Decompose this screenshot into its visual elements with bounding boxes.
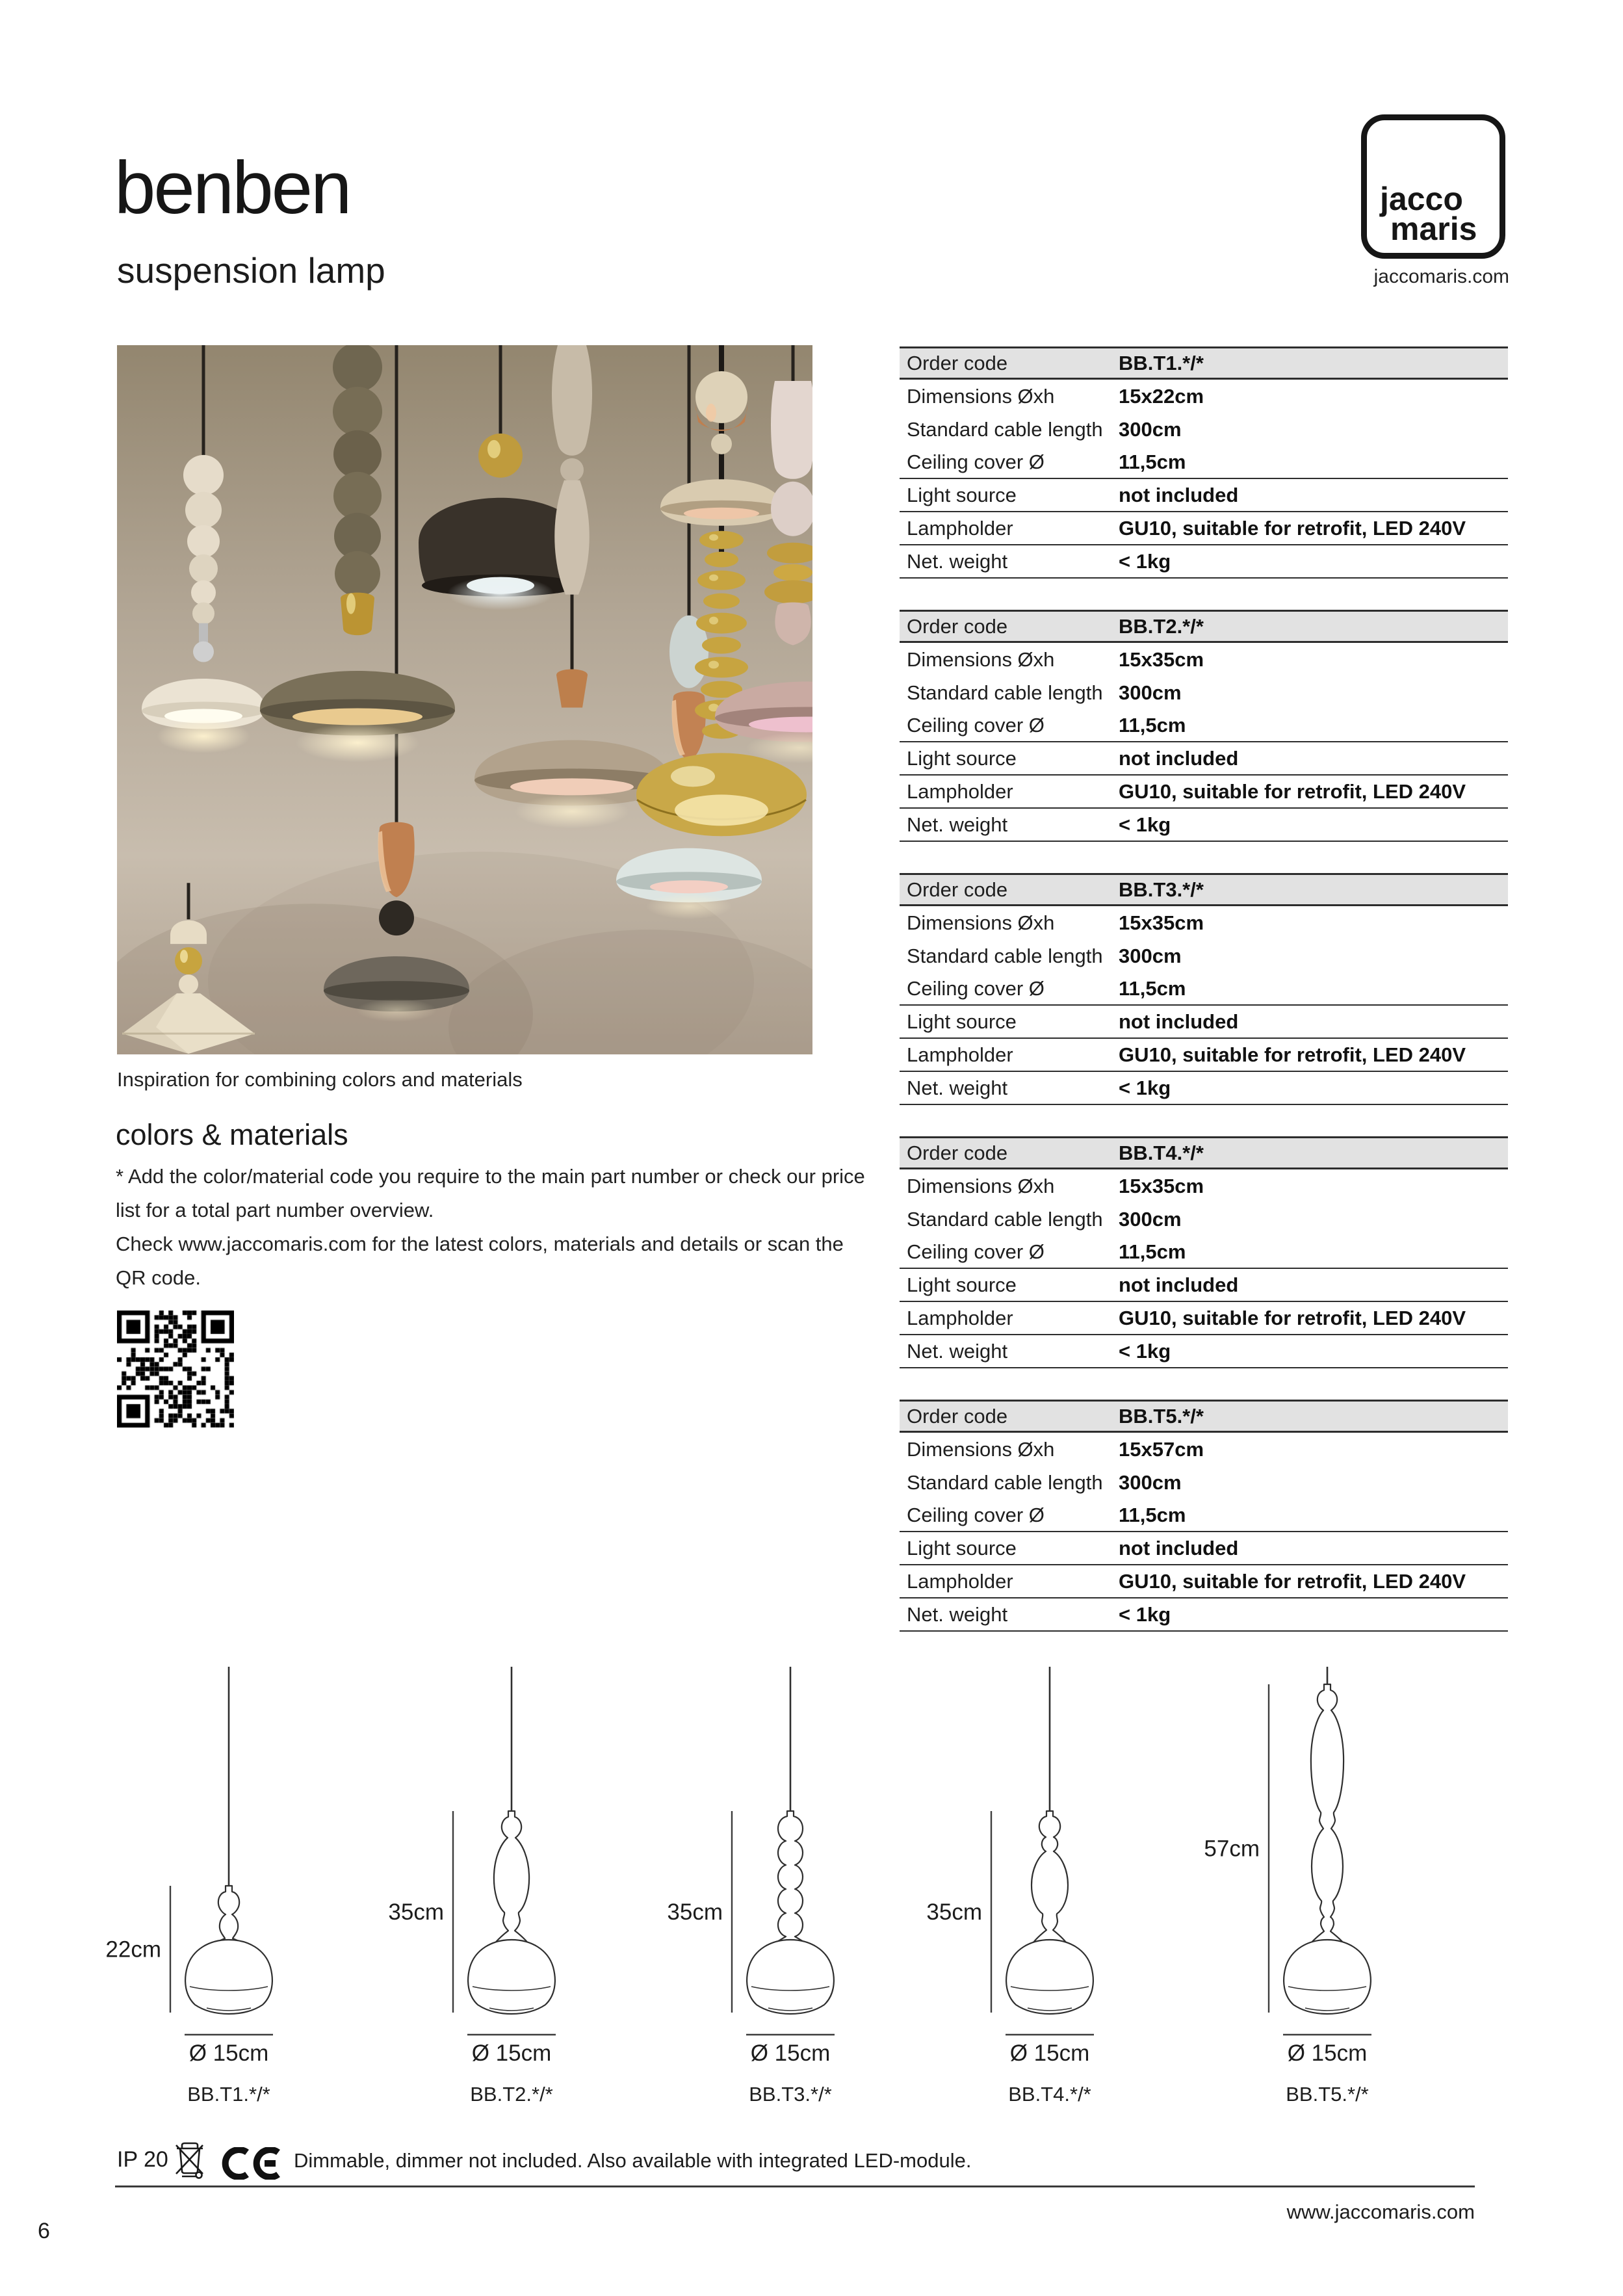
spec-label: Ceiling cover Ø xyxy=(907,1503,1045,1526)
lamp-diagram xyxy=(1204,1662,1451,2124)
spec-table-row xyxy=(900,972,1508,1006)
lamp-diagram xyxy=(667,1662,914,2124)
product-photo xyxy=(117,345,812,1054)
spec-value: not included xyxy=(1119,1273,1239,1296)
spec-label: Light source xyxy=(907,1273,1017,1296)
spec-table-row xyxy=(900,742,1508,776)
spec-table-row xyxy=(900,512,1508,545)
spec-table-header-row xyxy=(900,346,1508,380)
diagram-height-label: 35cm xyxy=(388,1899,444,1925)
spec-label: Lampholder xyxy=(907,516,1013,540)
spec-value: < 1kg xyxy=(1119,1076,1171,1099)
colors-materials-heading: colors & materials xyxy=(116,1118,348,1151)
brand-logo-line2: maris xyxy=(1390,211,1477,247)
spec-table-row xyxy=(900,776,1508,809)
spec-label: Ceiling cover Ø xyxy=(907,450,1045,473)
spec-value: GU10, suitable for retrofit, LED 240V xyxy=(1119,1306,1466,1329)
spec-table-row xyxy=(900,1236,1508,1269)
spec-label: Order code xyxy=(907,878,1008,901)
spec-table xyxy=(900,610,1508,842)
spec-value: < 1kg xyxy=(1119,813,1171,836)
spec-table-row xyxy=(900,1169,1508,1203)
brand-website-link[interactable]: jaccomaris.com xyxy=(1373,266,1509,287)
spec-label: Standard cable length xyxy=(907,1470,1103,1494)
spec-label: Dimensions Øxh xyxy=(907,1174,1055,1197)
colors-materials-note-line2: Check www.jaccomaris.com for the latest colors, materials and details or scan the QR code. xyxy=(116,1233,844,1289)
diagram-lamp-outline xyxy=(1006,1811,1093,2014)
spec-table-row xyxy=(900,1006,1508,1039)
spec-label: Standard cable length xyxy=(907,944,1103,967)
spec-value: BB.T2.*/* xyxy=(1119,614,1204,638)
spec-table-row xyxy=(900,1269,1508,1302)
spec-table-row xyxy=(900,643,1508,676)
diagram-order-code: BB.T2.*/* xyxy=(470,2083,553,2106)
spec-label: Dimensions Øxh xyxy=(907,384,1055,408)
spec-label: Net. weight xyxy=(907,1339,1008,1363)
spec-value: 11,5cm xyxy=(1119,450,1186,473)
spec-table-row xyxy=(900,545,1508,579)
spec-value: 11,5cm xyxy=(1119,976,1186,1000)
spec-value: 15x35cm xyxy=(1119,911,1204,934)
spec-label: Dimensions Øxh xyxy=(907,647,1055,671)
qr-code xyxy=(117,1311,234,1428)
spec-value: 15x35cm xyxy=(1119,1174,1204,1197)
spec-value: not included xyxy=(1119,1536,1239,1559)
spec-value: < 1kg xyxy=(1119,549,1171,573)
spec-table-row xyxy=(900,1433,1508,1466)
spec-label: Lampholder xyxy=(907,1306,1013,1329)
diagram-lamp-outline xyxy=(747,1811,834,2014)
spec-table xyxy=(900,1400,1508,1632)
spec-value: 11,5cm xyxy=(1119,1240,1186,1263)
spec-label: Order code xyxy=(907,1141,1008,1164)
spec-value: GU10, suitable for retrofit, LED 240V xyxy=(1119,516,1466,540)
spec-label: Standard cable length xyxy=(907,681,1103,704)
spec-label: Order code xyxy=(907,351,1008,374)
page-number: 6 xyxy=(38,2219,50,2243)
spec-value: 300cm xyxy=(1119,1470,1182,1494)
spec-table-row xyxy=(900,1499,1508,1532)
spec-table-row xyxy=(900,380,1508,413)
diagram-diameter-label: Ø 15cm xyxy=(750,2041,831,2066)
diagram-diameter-label: Ø 15cm xyxy=(1009,2041,1090,2066)
diagram-diameter-label: Ø 15cm xyxy=(471,2041,552,2066)
spec-table-row xyxy=(900,1335,1508,1368)
spec-value: not included xyxy=(1119,746,1239,770)
spec-label: Standard cable length xyxy=(907,417,1103,441)
spec-table-row xyxy=(900,809,1508,842)
spec-value: BB.T4.*/* xyxy=(1119,1141,1204,1164)
spec-value: 300cm xyxy=(1119,681,1182,704)
brand-logo-line1: jacco xyxy=(1380,181,1463,217)
weee-crossed-bin-icon xyxy=(173,2140,207,2180)
spec-label: Dimensions Øxh xyxy=(907,911,1055,934)
spec-value: BB.T5.*/* xyxy=(1119,1404,1204,1428)
spec-value: 15x35cm xyxy=(1119,647,1204,671)
ip-rating: IP 20 xyxy=(117,2147,168,2172)
spec-label: Ceiling cover Ø xyxy=(907,1240,1045,1263)
spec-label: Ceiling cover Ø xyxy=(907,976,1045,1000)
diagram-lamp-outline xyxy=(1284,1684,1371,2014)
spec-table-row xyxy=(900,676,1508,709)
diagram-height-label: 57cm xyxy=(1204,1836,1260,1862)
spec-value: 11,5cm xyxy=(1119,713,1186,737)
spec-label: Light source xyxy=(907,483,1017,506)
spec-table-row xyxy=(900,1039,1508,1072)
spec-label: Light source xyxy=(907,1536,1017,1559)
photo-caption: Inspiration for combining colors and materials xyxy=(117,1068,523,1091)
diagram-height-label: 22cm xyxy=(105,1937,161,1963)
spec-table-row xyxy=(900,1565,1508,1598)
spec-value: not included xyxy=(1119,1010,1239,1033)
footer-divider xyxy=(115,2185,1475,2187)
spec-label: Net. weight xyxy=(907,549,1008,573)
spec-table-row xyxy=(900,479,1508,512)
spec-label: Net. weight xyxy=(907,1076,1008,1099)
spec-value: GU10, suitable for retrofit, LED 240V xyxy=(1119,1569,1466,1593)
spec-value: BB.T3.*/* xyxy=(1119,878,1204,901)
spec-label: Light source xyxy=(907,1010,1017,1033)
spec-label: Net. weight xyxy=(907,813,1008,836)
spec-value: 15x57cm xyxy=(1119,1437,1204,1461)
footer-url-link[interactable]: www.jaccomaris.com xyxy=(1286,2200,1475,2223)
spec-value: 300cm xyxy=(1119,1207,1182,1231)
spec-value: GU10, suitable for retrofit, LED 240V xyxy=(1119,1043,1466,1066)
spec-label: Standard cable length xyxy=(907,1207,1103,1231)
diagram-lamp-outline xyxy=(468,1811,555,2014)
lamp-diagram xyxy=(105,1662,352,2124)
spec-label: Order code xyxy=(907,1404,1008,1428)
spec-label: Net. weight xyxy=(907,1602,1008,1626)
spec-table-header-row xyxy=(900,1400,1508,1433)
spec-table-row xyxy=(900,939,1508,972)
spec-table-header-row xyxy=(900,610,1508,643)
spec-table-row xyxy=(900,446,1508,479)
spec-table-row xyxy=(900,1532,1508,1565)
page-subtitle: suspension lamp xyxy=(117,250,385,291)
spec-value: 11,5cm xyxy=(1119,1503,1186,1526)
spec-value: BB.T1.*/* xyxy=(1119,351,1204,374)
lamp-diagram xyxy=(926,1662,1173,2124)
spec-table xyxy=(900,873,1508,1105)
spec-table-row xyxy=(900,906,1508,939)
spec-table-header-row xyxy=(900,1136,1508,1169)
brand-logo-text xyxy=(1380,181,1477,247)
diagram-order-code: BB.T1.*/* xyxy=(187,2083,270,2106)
spec-value: < 1kg xyxy=(1119,1339,1171,1363)
colors-materials-note xyxy=(116,1160,873,1295)
spec-value: < 1kg xyxy=(1119,1602,1171,1626)
colors-materials-note-line1: * Add the color/material code you require to the main part number or check our price list for a total part number overview. xyxy=(116,1165,865,1221)
spec-table-row xyxy=(900,1072,1508,1105)
diagram-height-label: 35cm xyxy=(667,1899,723,1925)
diagram-diameter-label: Ø 15cm xyxy=(1287,2041,1368,2066)
lamp-diagram xyxy=(388,1662,635,2124)
diagram-order-code: BB.T5.*/* xyxy=(1286,2083,1369,2106)
spec-table-row xyxy=(900,413,1508,446)
diagram-lamp-outline xyxy=(185,1886,272,2014)
spec-value: 15x22cm xyxy=(1119,384,1204,408)
spec-table-row xyxy=(900,1203,1508,1236)
brand-logo xyxy=(1361,114,1505,259)
spec-value: GU10, suitable for retrofit, LED 240V xyxy=(1119,779,1466,803)
diagram-diameter-label: Ø 15cm xyxy=(188,2041,269,2066)
spec-label: Lampholder xyxy=(907,1569,1013,1593)
spec-value: 300cm xyxy=(1119,417,1182,441)
spec-value: not included xyxy=(1119,483,1239,506)
spec-label: Order code xyxy=(907,614,1008,638)
spec-label: Dimensions Øxh xyxy=(907,1437,1055,1461)
spec-table-row xyxy=(900,1302,1508,1335)
spec-table-row xyxy=(900,1466,1508,1499)
spec-table-row xyxy=(900,1598,1508,1632)
diagram-order-code: BB.T4.*/* xyxy=(1008,2083,1091,2106)
diagram-height-label: 35cm xyxy=(926,1899,982,1925)
spec-label: Lampholder xyxy=(907,779,1013,803)
spec-table-header-row xyxy=(900,873,1508,906)
spec-table-row xyxy=(900,709,1508,742)
spec-label: Ceiling cover Ø xyxy=(907,713,1045,737)
diagram-order-code: BB.T3.*/* xyxy=(749,2083,832,2106)
spec-label: Lampholder xyxy=(907,1043,1013,1066)
ce-mark-icon xyxy=(221,2147,283,2180)
page-title: benben xyxy=(114,147,350,229)
spec-label: Light source xyxy=(907,746,1017,770)
spec-table xyxy=(900,346,1508,579)
spec-table xyxy=(900,1136,1508,1368)
spec-value: 300cm xyxy=(1119,944,1182,967)
footer-note: Dimmable, dimmer not included. Also available with integrated LED-module. xyxy=(294,2149,972,2172)
